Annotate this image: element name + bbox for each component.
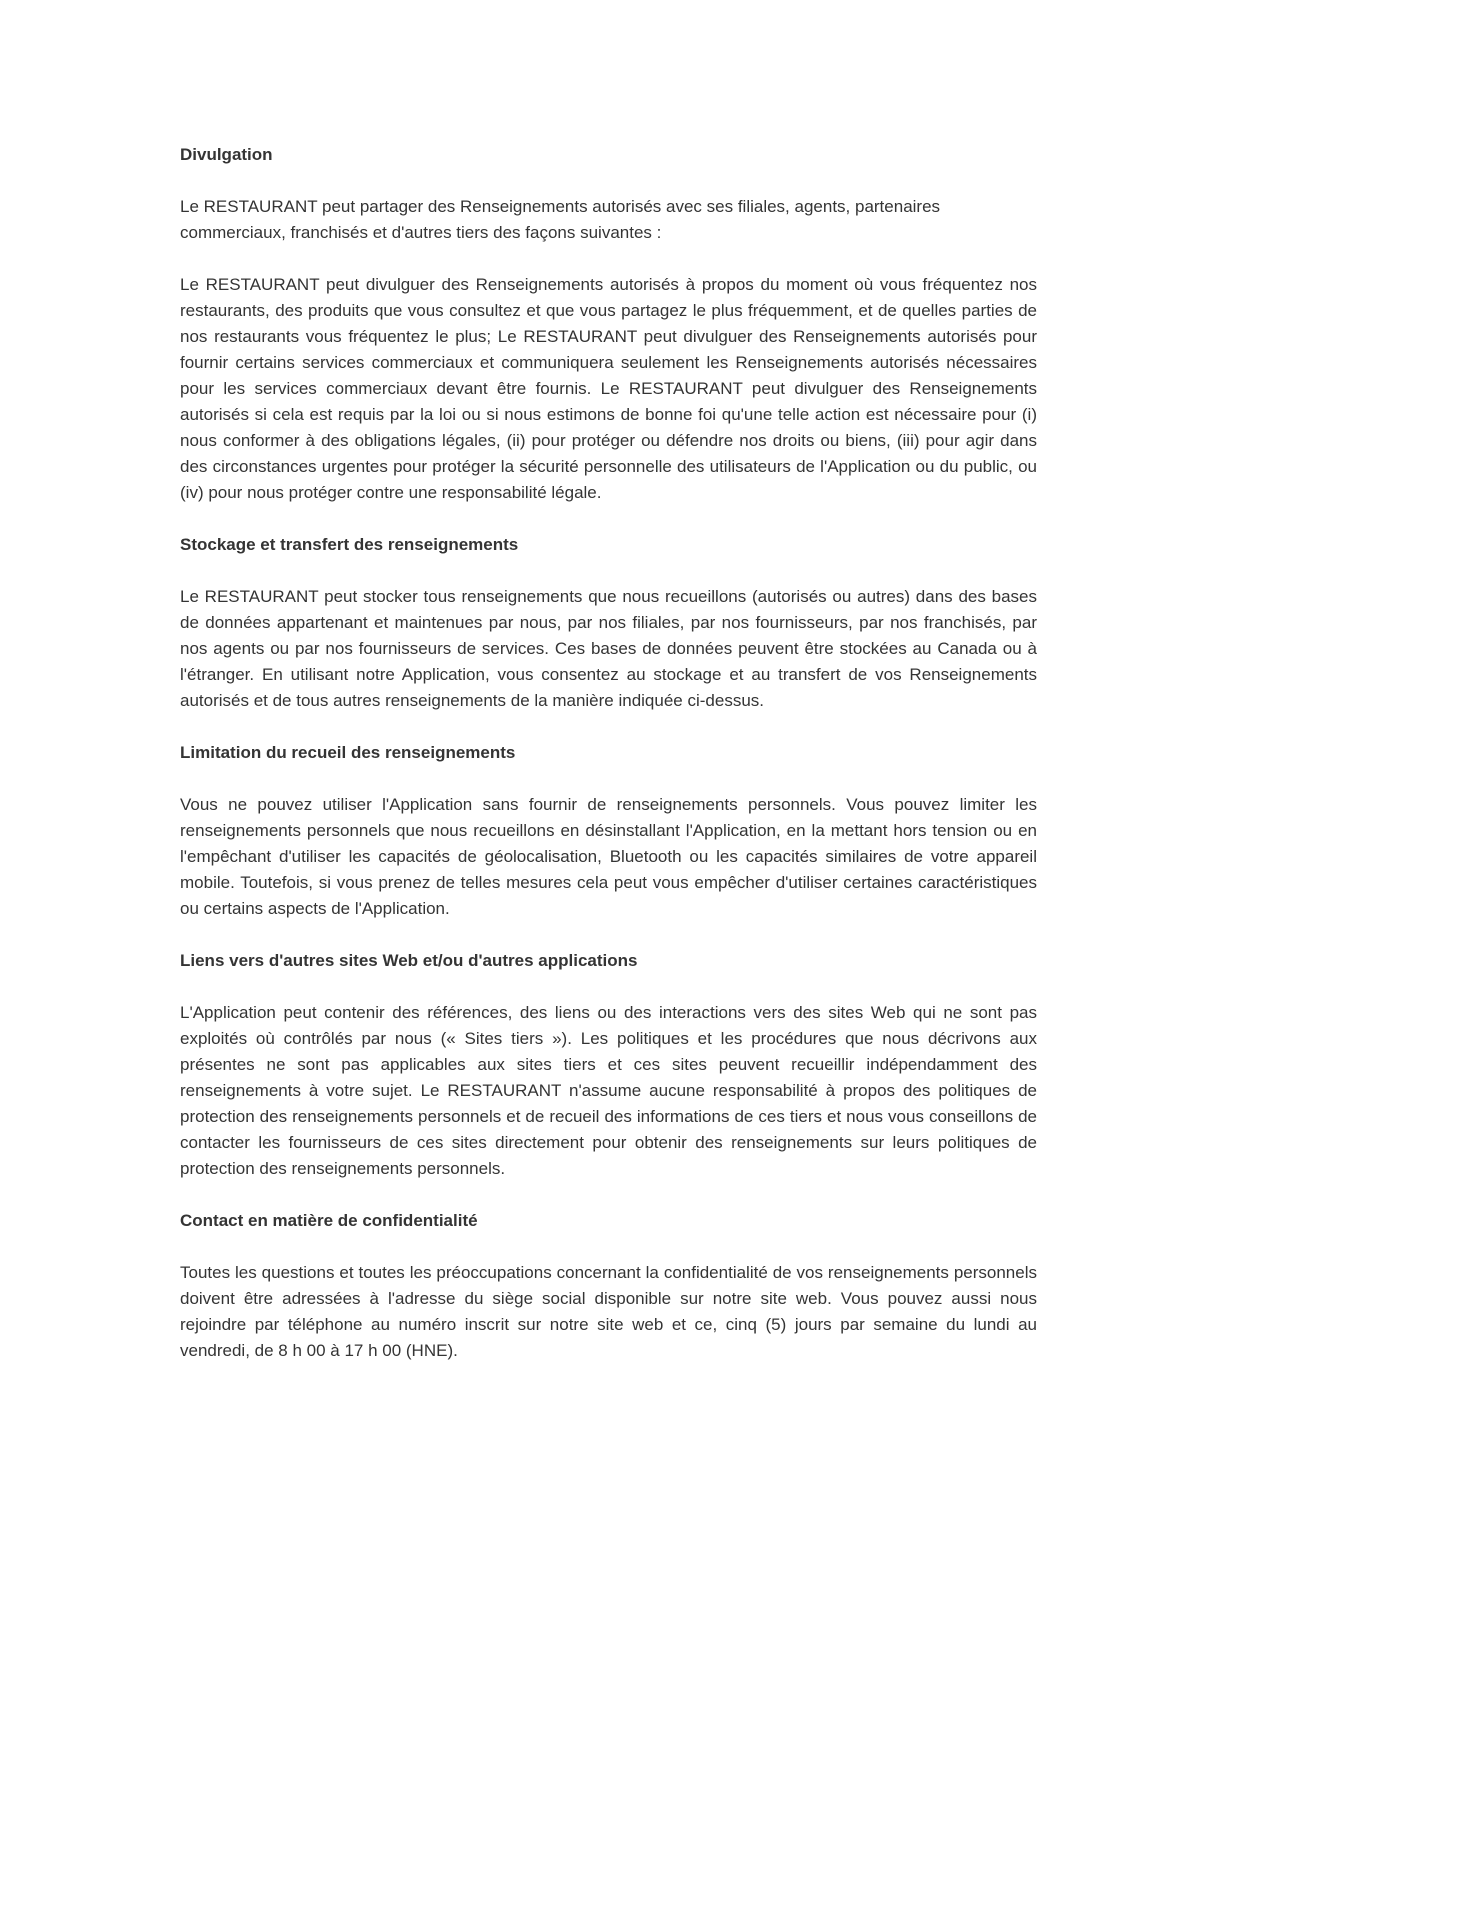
paragraph: L'Application peut contenir des références, des liens ou des interactions vers des sites Web qui ne sont pas exploités où contrôlés par nous (« Sites tiers »). Les politiques et les procédures que nous décrivons aux présentes ne sont pas applicables aux sites tiers et ces sites peuvent recueillir indépendamment des renseignements à votre sujet. Le RESTAURANT n'assume aucune responsabilité à propos des politiques de protection des renseignements personnels et de recueil des informations de ces tiers et nous vous conseillons de contacter les fournisseurs de ces sites directement pour obtenir des renseignements sur leurs politiques de protection des renseignements personnels.	[180, 1003, 1037, 1178]
paragraph: Vous ne pouvez utiliser l'Application sans fournir de renseignements personnels. Vous pouvez limiter les renseignements personnels que nous recueillons en désinstallant l'Application, en la mettant hors tension ou en l'empêchant d'utiliser les capacités de géolocalisation, Bluetooth ou les capacités similaires de votre appareil mobile. Toutefois, si vous prenez de telles mesures cela peut vous empêcher d'utiliser certaines caractéristiques ou certains aspects de l'Application.	[180, 795, 1037, 918]
paragraph: Le RESTAURANT peut stocker tous renseignements que nous recueillons (autorisés ou autres) dans des bases de données appartenant et maintenues par nous, par nos filiales, par nos fournisseurs, par nos franchisés, par nos agents ou par nos fournisseurs de services. Ces bases de données peuvent être stockées au Canada ou à l'étranger. En utilisant notre Application, vous consentez au stockage et au transfert de vos Renseignements autorisés et de tous autres renseignements de la manière indiquée ci-dessus.	[180, 587, 1037, 710]
section-liens-sites-web	[180, 948, 1037, 1182]
section-heading: Limitation du recueil des renseignements	[180, 743, 516, 762]
document-content	[180, 116, 1037, 1390]
section-heading: Contact en matière de confidentialité	[180, 1211, 478, 1230]
paragraph: Toutes les questions et toutes les préoccupations concernant la confidentialité de vos renseignements personnels doivent être adressées à l'adresse du siège social disponible sur notre site web. Vous pouvez aussi nous rejoindre par téléphone au numéro inscrit sur notre site web et ce, cinq (5) jours par semaine du lundi au vendredi, de 8 h 00 à 17 h 00 (HNE).	[180, 1263, 1037, 1360]
section-contact-confidentialite	[180, 1208, 1037, 1364]
section-heading: Divulgation	[180, 145, 273, 164]
section-limitation-du-recueil	[180, 740, 1037, 922]
section-heading: Stockage et transfert des renseignements	[180, 535, 519, 554]
section-divulgation	[180, 142, 1037, 506]
section-heading: Liens vers d'autres sites Web et/ou d'autres applications	[180, 951, 638, 970]
section-stockage-et-transfert	[180, 532, 1037, 714]
paragraph: Le RESTAURANT peut partager des Renseignements autorisés avec ses filiales, agents, partenaires commerciaux, franchisés et d'autres tiers des façons suivantes :	[180, 197, 941, 242]
paragraph: Le RESTAURANT peut divulguer des Renseignements autorisés à propos du moment où vous fréquentez nos restaurants, des produits que vous consultez et que vous partagez le plus fréquemment, et de quelles parties de nos restaurants vous fréquentez le plus; Le RESTAURANT peut divulguer des Renseignements autorisés pour fournir certains services commerciaux et communiquera seulement les Renseignements autorisés nécessaires pour les services commerciaux devant être fournis. Le RESTAURANT peut divulguer des Renseignements autorisés si cela est requis par la loi ou si nous estimons de bonne foi qu'une telle action est nécessaire pour (i) nous conformer à des obligations légales, (ii) pour protéger ou défendre nos droits ou biens, (iii) pour agir dans des circonstances urgentes pour protéger la sécurité personnelle des utilisateurs de l'Application ou du public, ou (iv) pour nous protéger contre une responsabilité légale.	[180, 275, 1037, 502]
